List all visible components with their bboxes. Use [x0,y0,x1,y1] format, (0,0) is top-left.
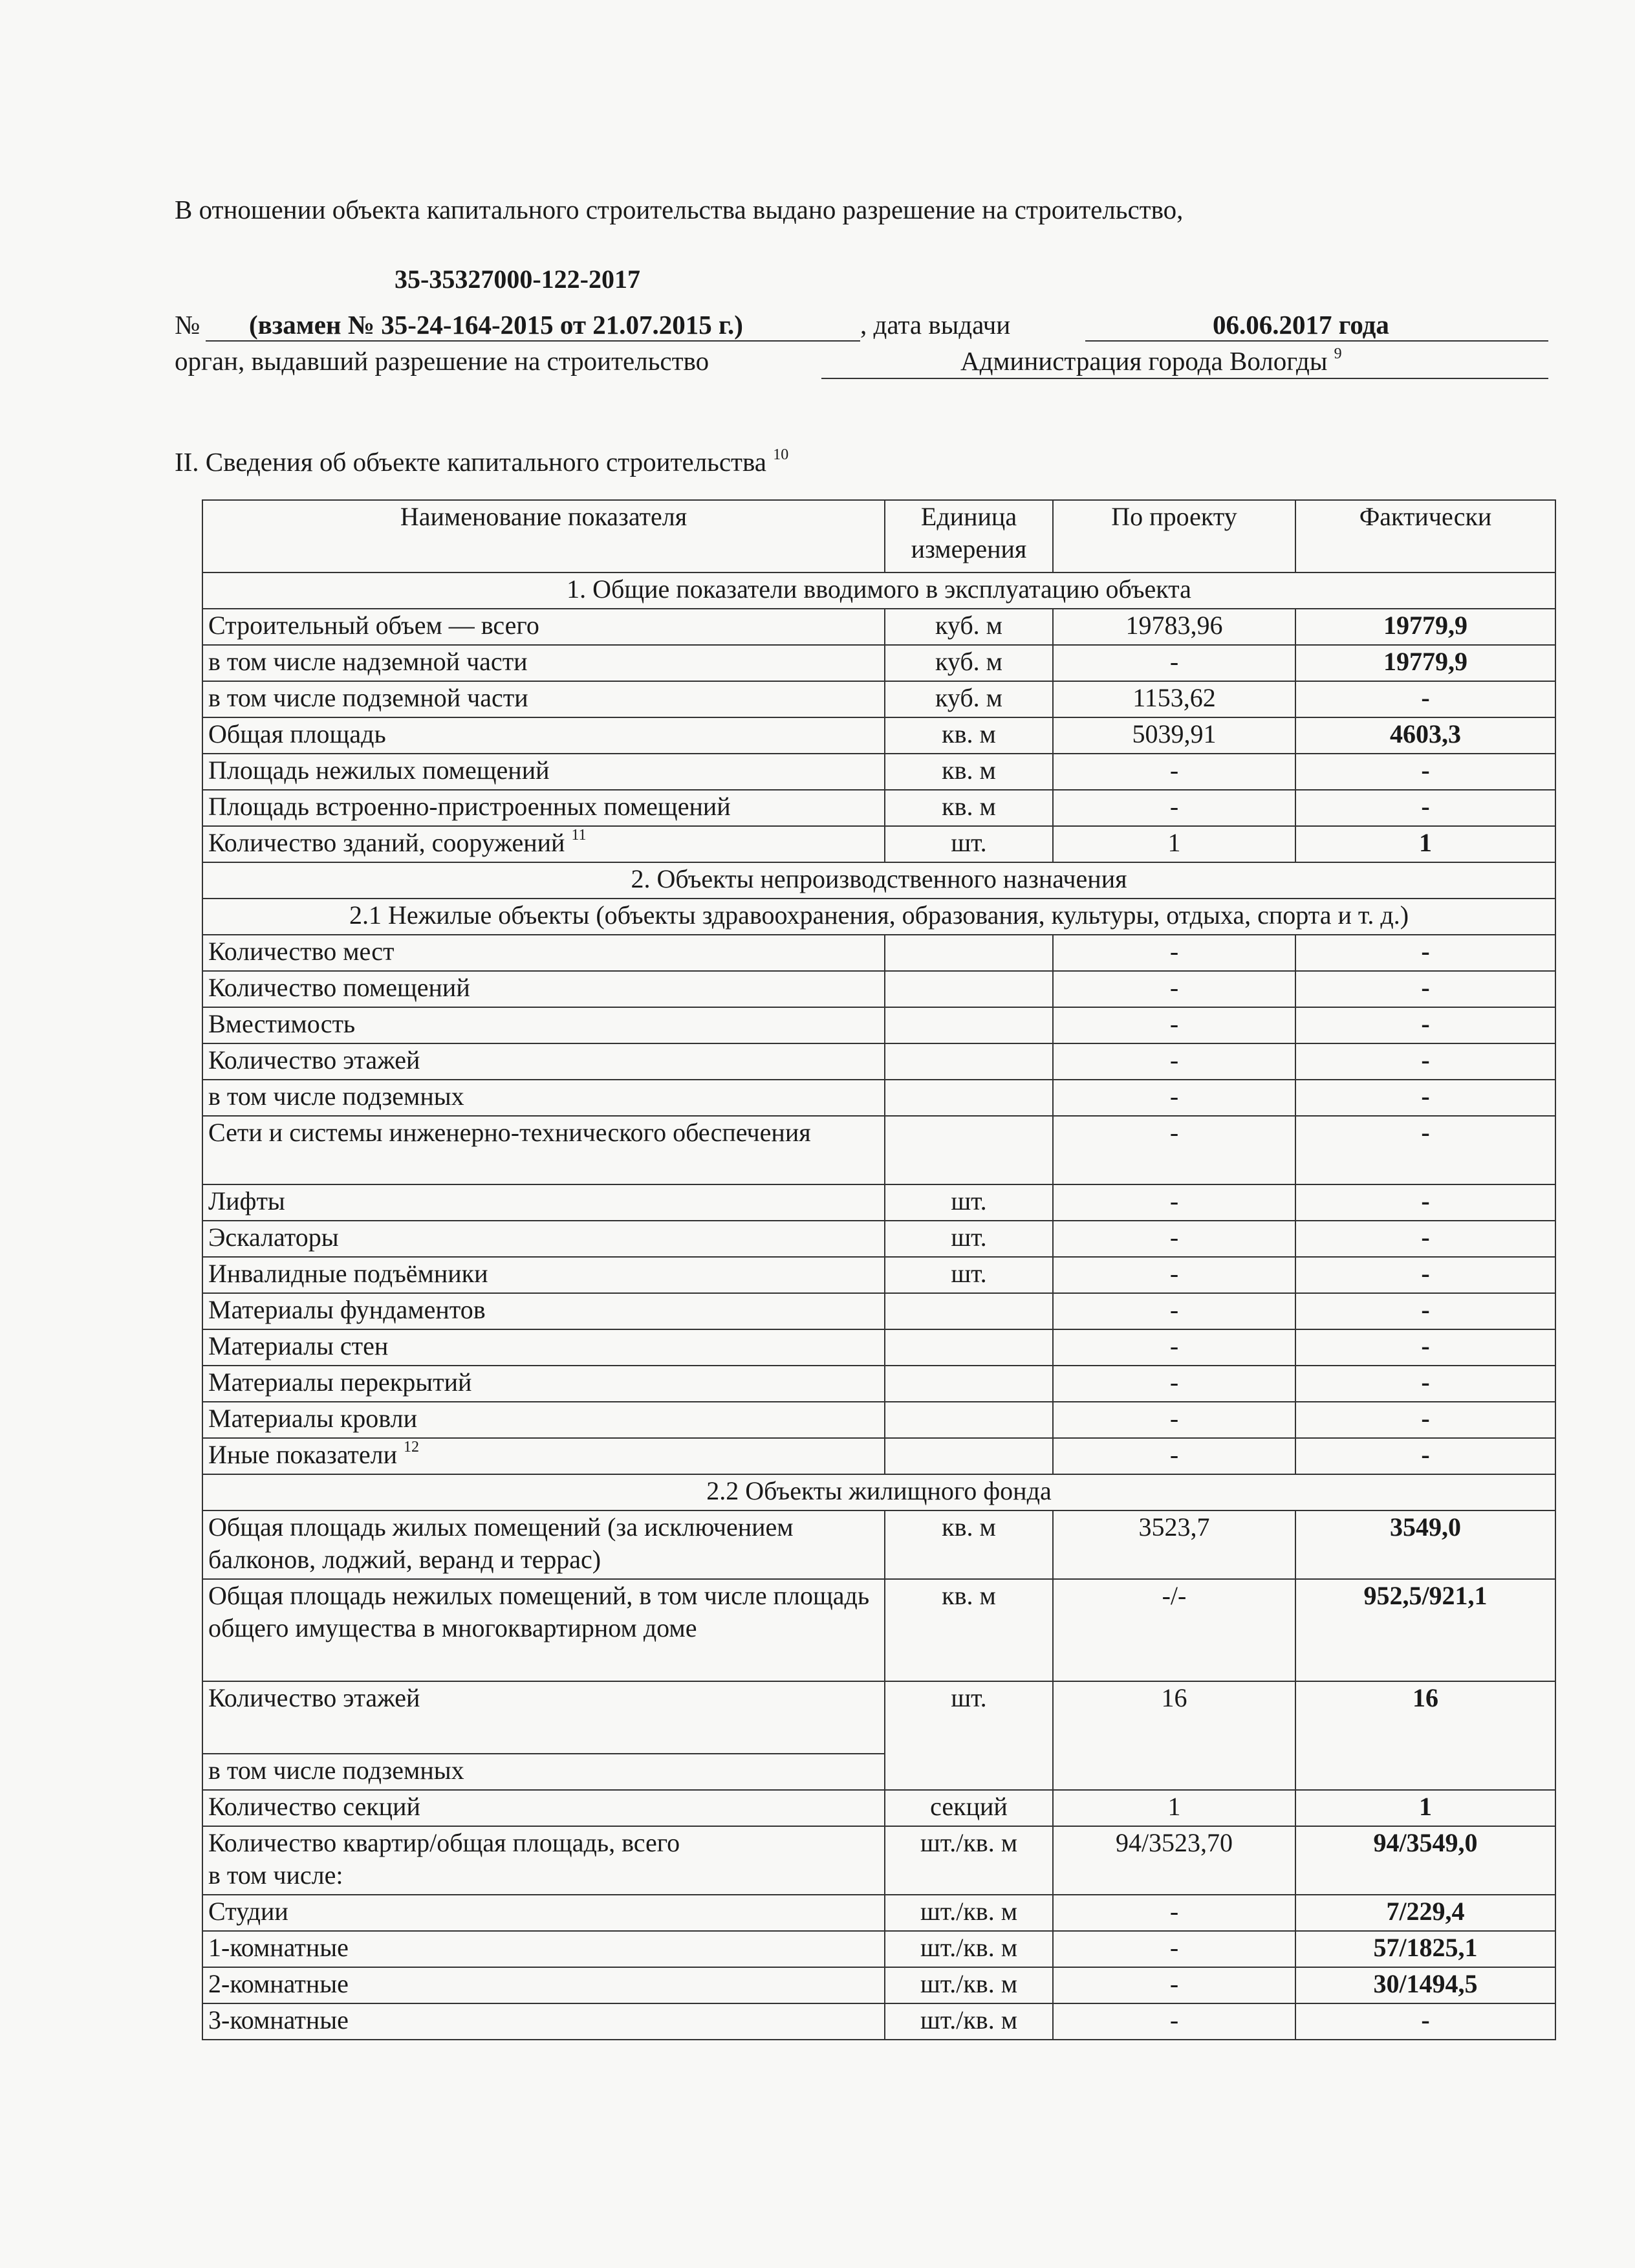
row-name: Сети и системы инженерно-технического обеспечения [202,1116,885,1184]
row-fact: - [1295,1366,1555,1402]
table-row [202,1257,1555,1293]
footnote-11: 11 [571,827,587,844]
row-name: Вместимость [202,1007,885,1043]
row-plan: - [1053,1080,1295,1116]
row-name: Количество этажей [202,1681,885,1754]
row-plan: - [1053,1257,1295,1293]
row-unit: шт./кв. м [885,1931,1053,1967]
row-unit: шт. [885,1257,1053,1293]
authority-name: Администрация города Вологды [960,346,1328,376]
table-row [202,1931,1555,1967]
row-fact: - [1295,1116,1555,1184]
row-name [202,1438,885,1474]
row-fact: 1 [1295,826,1555,862]
table-row [202,645,1555,681]
table-row [202,1043,1555,1080]
row-unit: шт. [885,826,1053,862]
row-fact: - [1295,1402,1555,1438]
row-unit [885,1116,1053,1184]
row-plan: - [1053,1366,1295,1402]
issue-date-label: , дата выдачи [860,310,1011,340]
row-plan: - [1053,1221,1295,1257]
row-fact: 30/1494,5 [1295,1967,1555,2003]
row-plan: - [1053,1931,1295,1967]
row-name: Количество мест [202,935,885,971]
footnote-10: 10 [773,446,789,463]
row-fact: - [1295,935,1555,971]
row-name: Материалы фундаментов [202,1293,885,1329]
row-plan: 3523,7 [1053,1510,1295,1579]
row-plan: 1153,62 [1053,681,1295,717]
row-unit: кв. м [885,754,1053,790]
table-row [202,2003,1555,2040]
table-row [202,681,1555,717]
row-fact: 57/1825,1 [1295,1931,1555,1967]
row-plan: 16 [1053,1681,1295,1790]
row-plan: - [1053,1116,1295,1184]
row-name: Инвалидные подъёмники [202,1257,885,1293]
row-unit: шт./кв. м [885,1826,1053,1895]
row-name: в том числе надземной части [202,645,885,681]
table-row [202,1438,1555,1474]
row-name: Строительный объем — всего [202,609,885,645]
number-label: № [175,310,200,340]
row-name: Материалы стен [202,1329,885,1366]
row-name: Общая площадь [202,717,885,754]
row-unit [885,971,1053,1007]
table-row [202,1681,1555,1754]
permit-number-underline [206,340,860,342]
table-row [202,1080,1555,1116]
header-plan: По проекту [1053,500,1295,572]
section-2-title: 2. Объекты непроизводственного назначения [202,862,1555,899]
table-row [202,717,1555,754]
table-row [202,1184,1555,1221]
row-fact: - [1295,2003,1555,2040]
object-info-table [202,499,1556,2040]
table-row [202,1510,1555,1579]
row-unit [885,1402,1053,1438]
row-fact: - [1295,1007,1555,1043]
row-plan: - [1053,1293,1295,1329]
row-fact: 16 [1295,1681,1555,1790]
row-name: в том числе подземных [202,1754,885,1790]
row-plan: - [1053,1184,1295,1221]
row-name-text: Количество зданий, сооружений [208,828,565,857]
row-plan: - [1053,971,1295,1007]
row-unit: кв. м [885,1579,1053,1681]
row-unit: куб. м [885,609,1053,645]
row-plan: - [1053,935,1295,971]
row-fact: 4603,3 [1295,717,1555,754]
row-fact: 952,5/921,1 [1295,1579,1555,1681]
row-fact: 94/3549,0 [1295,1826,1555,1895]
row-name: Площадь встроенно-пристроенных помещений [202,790,885,826]
row-fact: - [1295,681,1555,717]
row-name-text: Иные показатели [208,1440,398,1469]
header-name: Наименование показателя [202,500,885,572]
table-row [202,1579,1555,1681]
table-row [202,1826,1555,1895]
row-plan: -/- [1053,1579,1295,1681]
footnote-12: 12 [404,1439,420,1456]
section-2-1-title: 2.1 Нежилые объекты (объекты здравоохранения, образования, культуры, отдыха, спорта и т. д.) [202,899,1555,935]
intro-text: В отношении объекта капитального строительства выдано разрешение на строительство, [175,195,1184,224]
row-plan: 19783,96 [1053,609,1295,645]
row-name: в том числе подземных [202,1080,885,1116]
table-row [202,1221,1555,1257]
row-unit: шт. [885,1221,1053,1257]
row-unit: куб. м [885,645,1053,681]
table-row [202,1967,1555,2003]
row-plan: - [1053,754,1295,790]
section-title [175,446,788,477]
table-row [202,1366,1555,1402]
row-unit [885,935,1053,971]
row-unit [885,1366,1053,1402]
row-fact: - [1295,1080,1555,1116]
row-name: 2-комнатные [202,1967,885,2003]
table-row [202,754,1555,790]
row-fact: 19779,9 [1295,645,1555,681]
row-name [202,826,885,862]
row-fact: - [1295,790,1555,826]
row-fact: 1 [1295,1790,1555,1826]
section-title-text: II. Сведения об объекте капитального строительства [175,447,766,477]
row-name: Общая площадь нежилых помещений, в том числе площадь общего имущества в многоквартирном доме [202,1579,885,1681]
row-unit [885,1043,1053,1080]
row-unit: шт./кв. м [885,1895,1053,1931]
row-fact: - [1295,754,1555,790]
row-unit [885,1007,1053,1043]
row-plan: - [1053,1329,1295,1366]
permit-replacement-note: (взамен № 35-24-164-2015 от 21.07.2015 г.) [249,310,743,340]
row-fact: - [1295,1043,1555,1080]
row-fact: 7/229,4 [1295,1895,1555,1931]
row-plan: - [1053,1043,1295,1080]
row-name-line-2: в том числе: [208,1860,343,1890]
row-name: Количество помещений [202,971,885,1007]
row-unit [885,1080,1053,1116]
row-name: Материалы кровли [202,1402,885,1438]
row-name: Материалы перекрытий [202,1366,885,1402]
row-plan: - [1053,1402,1295,1438]
row-plan: - [1053,1895,1295,1931]
row-unit: шт./кв. м [885,1967,1053,2003]
row-plan: - [1053,1967,1295,2003]
authority-value [960,345,1342,376]
issue-date-value: 06.06.2017 года [1213,310,1389,340]
section-2-2-title: 2.2 Объекты жилищного фонда [202,1474,1555,1510]
authority-underline [821,378,1548,379]
row-name: Лифты [202,1184,885,1221]
row-unit: шт./кв. м [885,2003,1053,2040]
header-unit: Единица измерения [885,500,1053,572]
row-plan: - [1053,790,1295,826]
row-fact: - [1295,1184,1555,1221]
section-1-title: 1. Общие показатели вводимого в эксплуатацию объекта [202,572,1555,609]
row-name [202,1826,885,1895]
row-unit: секций [885,1790,1053,1826]
row-unit: куб. м [885,681,1053,717]
table-row [202,1329,1555,1366]
row-name: Количество секций [202,1790,885,1826]
row-fact: 3549,0 [1295,1510,1555,1579]
row-plan: 1 [1053,1790,1295,1826]
row-fact: 19779,9 [1295,609,1555,645]
table-row [202,826,1555,862]
row-unit [885,1438,1053,1474]
table-row [202,1402,1555,1438]
authority-label: орган, выдавший разрешение на строительство [175,346,709,376]
table-row [202,935,1555,971]
row-name: Количество этажей [202,1043,885,1080]
row-name: Эскалаторы [202,1221,885,1257]
row-plan: - [1053,1438,1295,1474]
table-row [202,609,1555,645]
row-fact: - [1295,1329,1555,1366]
row-plan: - [1053,645,1295,681]
row-plan: - [1053,2003,1295,2040]
table-row [202,1116,1555,1184]
table-row [202,971,1555,1007]
table-row [202,790,1555,826]
row-name-line-1: Количество квартир/общая площадь, всего [208,1828,680,1857]
row-unit: кв. м [885,717,1053,754]
row-unit [885,1293,1053,1329]
row-fact: - [1295,1438,1555,1474]
table-header [202,500,1555,572]
table-row [202,1895,1555,1931]
row-plan: - [1053,1007,1295,1043]
row-name: Студии [202,1895,885,1931]
row-unit: шт. [885,1184,1053,1221]
permit-number-row [175,309,200,340]
row-unit [885,1329,1053,1366]
permit-number: 35-35327000-122-2017 [395,265,640,294]
row-unit: кв. м [885,790,1053,826]
row-unit: шт. [885,1681,1053,1790]
row-plan: 94/3523,70 [1053,1826,1295,1895]
row-fact: - [1295,1221,1555,1257]
row-fact: - [1295,971,1555,1007]
row-name: в том числе подземной части [202,681,885,717]
row-name: Площадь нежилых помещений [202,754,885,790]
footnote-9: 9 [1334,345,1342,362]
row-fact: - [1295,1257,1555,1293]
header-fact: Фактически [1295,500,1555,572]
row-name: 3-комнатные [202,2003,885,2040]
table-row [202,1293,1555,1329]
table-row [202,1007,1555,1043]
row-fact: - [1295,1293,1555,1329]
row-name: 1-комнатные [202,1931,885,1967]
row-plan: 1 [1053,826,1295,862]
row-plan: 5039,91 [1053,717,1295,754]
issue-date-underline [1085,340,1548,342]
row-name: Общая площадь жилых помещений (за исключением балконов, лоджий, веранд и террас) [202,1510,885,1579]
table-row [202,1790,1555,1826]
row-unit: кв. м [885,1510,1053,1579]
